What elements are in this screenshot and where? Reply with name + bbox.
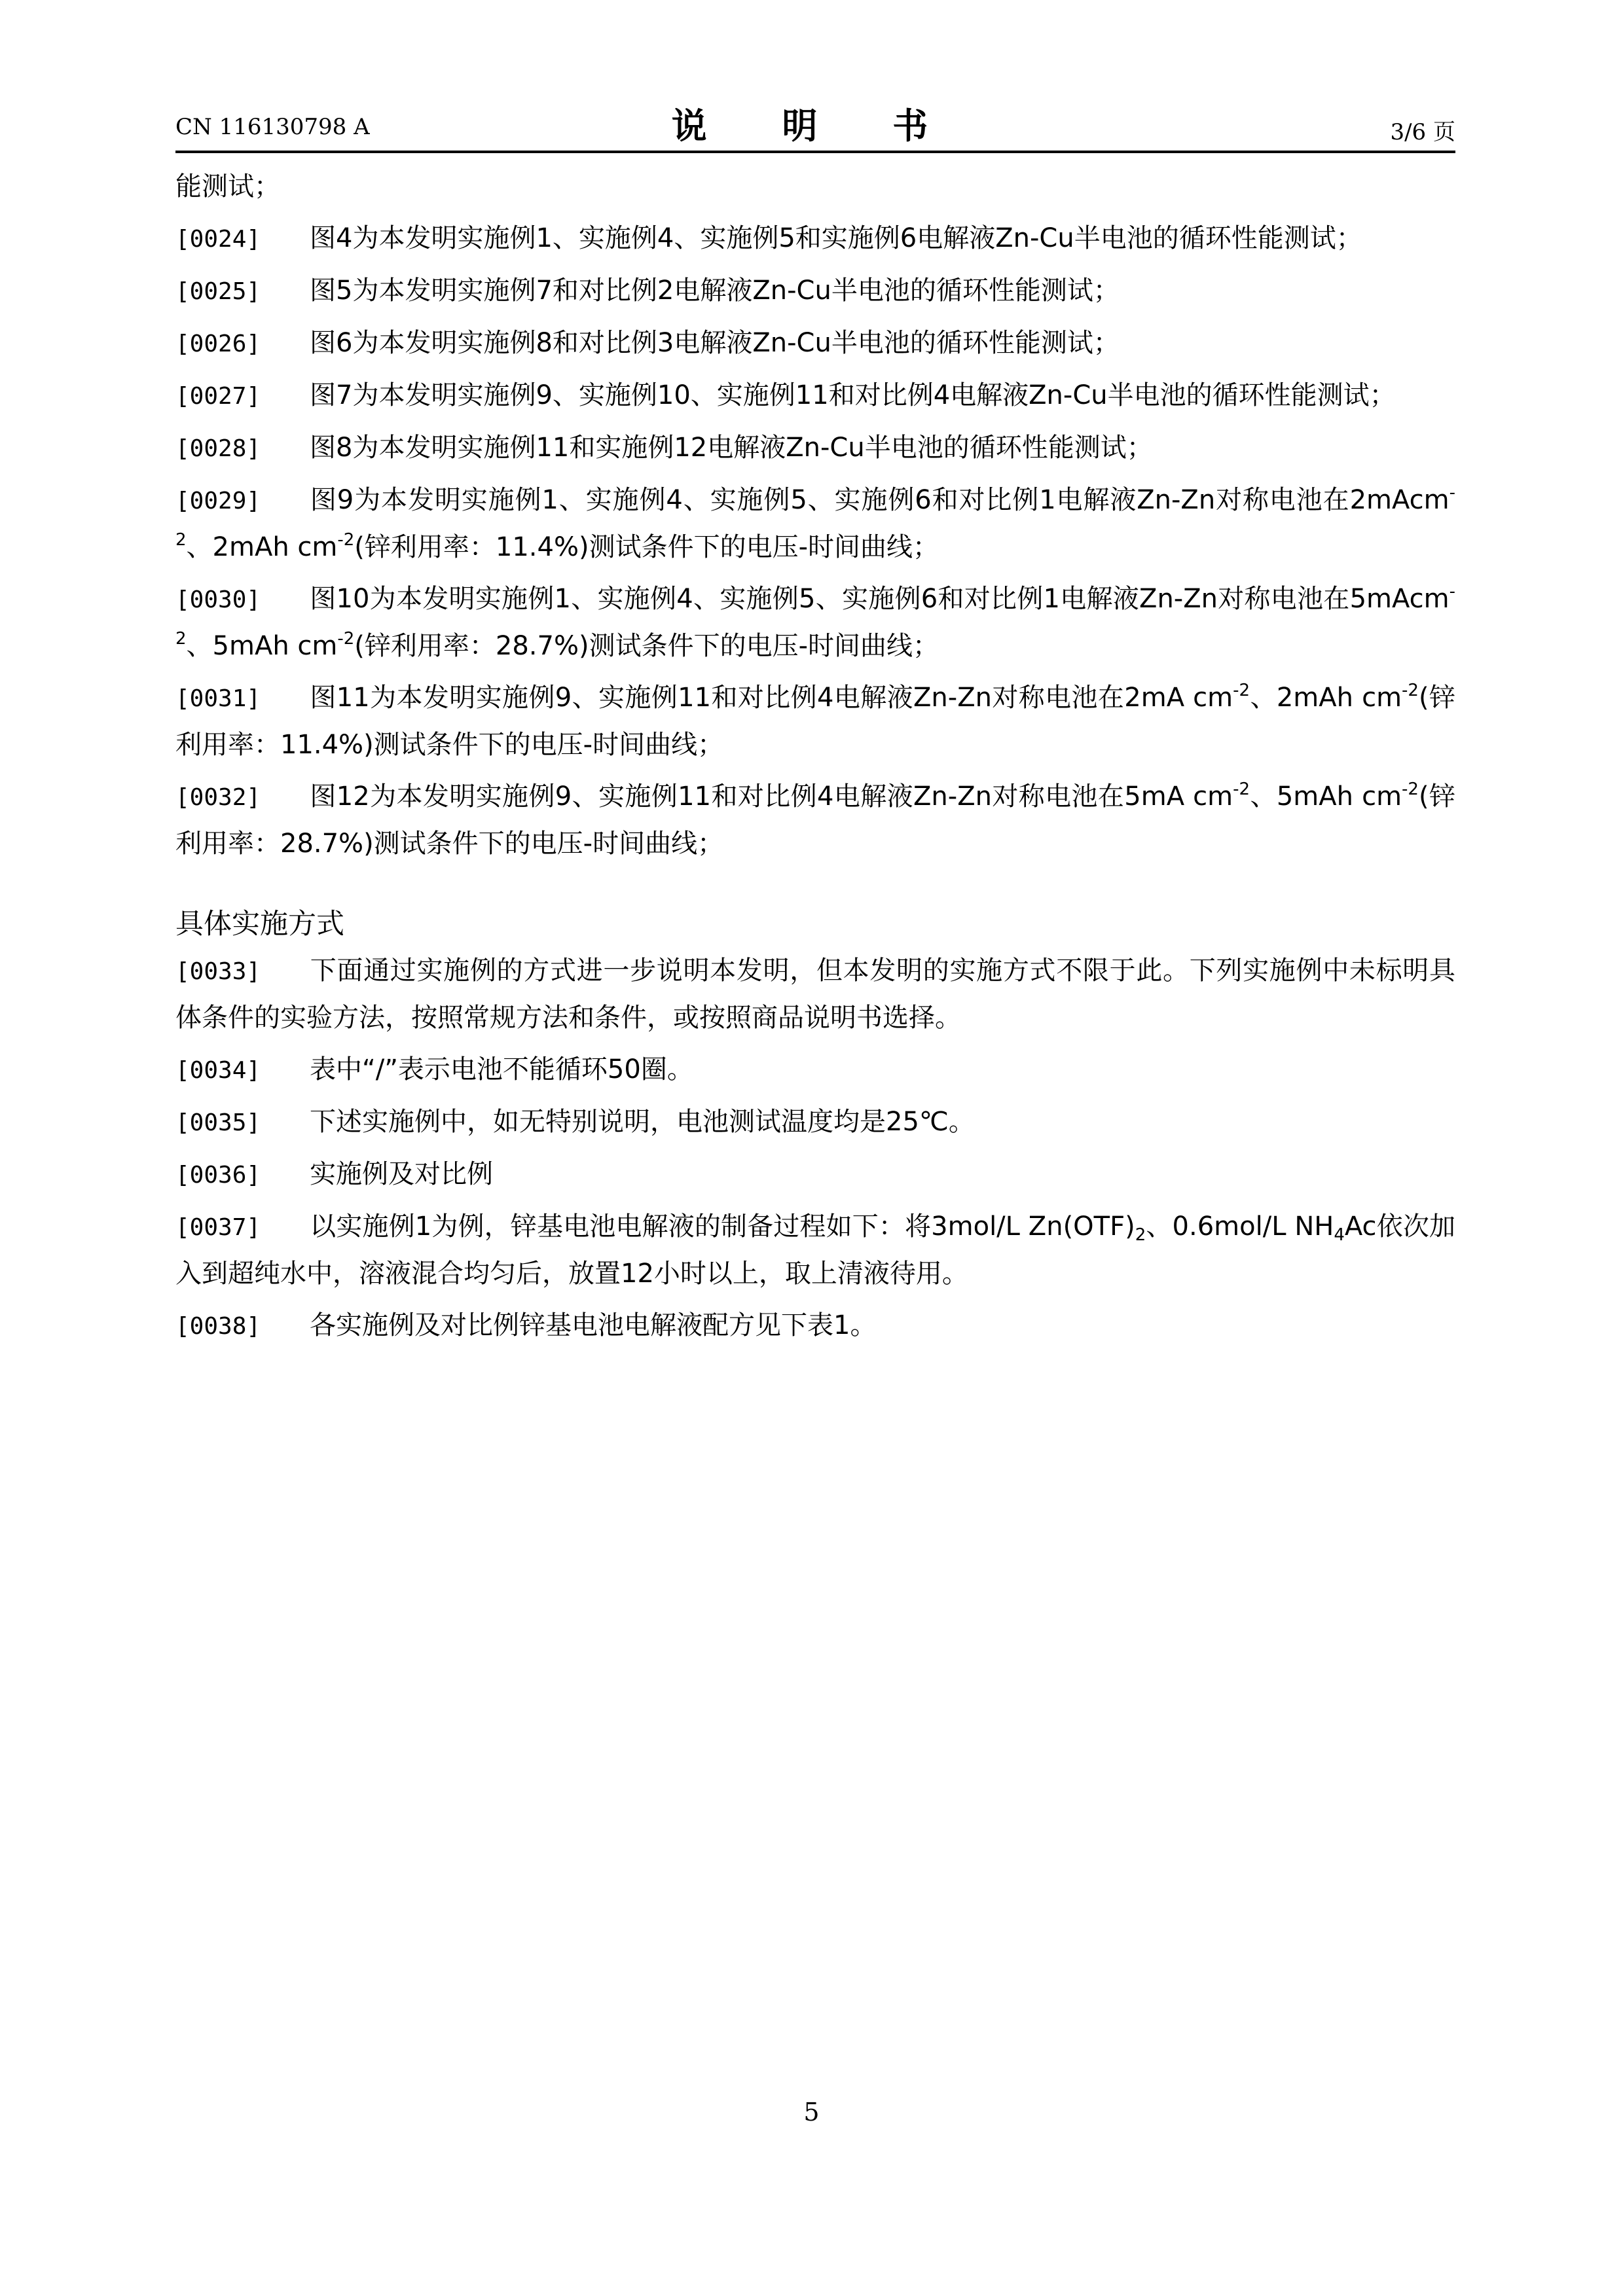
paragraph-text: 图6为本发明实施例8和对比例3电解液Zn-Cu半电池的循环性能测试； [310,328,1120,358]
paragraph-text: 图5为本发明实施例7和对比例2电解液Zn-Cu半电池的循环性能测试； [310,276,1120,306]
paragraph-0027 [175,372,1455,420]
page-header [175,98,1455,152]
paragraph-text: 表中“/”表示电池不能循环50圈。 [310,1054,693,1085]
paragraph-text: 实施例及对比例 [310,1159,493,1189]
paragraph-0038 [175,1302,1455,1350]
paragraph-text: 图8为本发明实施例11和实施例12电解液Zn-Cu半电池的循环性能测试； [310,433,1153,463]
paragraph-0034 [175,1047,1455,1094]
patent-number: CN 116130798 A [175,114,370,140]
paragraph-number: [0030] [175,586,261,613]
document-title: 说 明 书 [671,105,960,147]
paragraph-text: 下面通过实施例的方式进一步说明本发明，但本发明的实施方式不限于此。下列实施例中未标明具体条件的实验方法，按照常规方法和条件，或按照商品说明书选择。 [175,956,1455,1033]
paragraph-text: 图4为本发明实施例1、实施例4、实施例5和实施例6电解液Zn-Cu半电池的循环性能测试； [310,223,1362,253]
paragraph-number: [0026] [175,331,261,357]
paragraph-number: [0024] [175,226,261,253]
paragraph-continuation: 能测试； [175,171,280,202]
paragraph-text: 图7为本发明实施例9、实施例10、实施例11和对比例4电解液Zn-Cu半电池的循环性能测试； [310,380,1396,410]
paragraph-0037: [0037] 以实施例1为例，锌基电池电解液的制备过程如下：将3mol/L $Zn(OTF)_2$、0.6mol/L $NH_4Ac$依次加入到超纯水中，溶液混合均匀后，放置12小时以上，取上清液待用。 [175,1204,1455,1297]
paragraph-number: [0028] [175,435,261,462]
paragraph-number: [0029] [175,488,261,514]
paragraph-0029: [0029] 图9为本发明实施例1、实施例4、实施例5、实施例6和对比例1电解液Zn-Zn对称电池在2mAcm$^{-2}$、2mAh $cm^{-2}$(锌利用率：11.4%)测试条件下的电压-时间曲线； [175,477,1455,571]
paragraph-0030: [0030] 图10为本发明实施例1、实施例4、实施例5、实施例6和对比例1电解液Zn-Zn对称电池在5mAcm$^{-2}$、5mAh $cm^{-2}$(锌利用率：28.7%)测试条件下的电压-时间曲线； [175,576,1455,670]
page-number: 5 [803,2098,820,2126]
document-body [175,164,1455,1355]
paragraph-number: [0031] [175,685,261,712]
paragraph-number: [0036] [175,1162,261,1189]
paragraph-0031: [0031] 图11为本发明实施例9、实施例11和对比例4电解液Zn-Zn对称电池在2mA $cm^{-2}$、2mAh $cm^{-2}$(锌利用率：11.4%)测试条件下的电压-时间曲线； [175,675,1455,768]
section-heading: 具体实施方式 [175,908,344,941]
paragraph-number: [0027] [175,383,261,410]
paragraph-number: [0032] [175,784,261,811]
page-reference: 3/6 页 [1390,119,1455,145]
paragraph-number: [0035] [175,1109,261,1136]
paragraph-text: 各实施例及对比例锌基电池电解液配方见下表1。 [310,1310,877,1340]
header-rule [175,151,1455,153]
paragraph-0025 [175,268,1455,315]
paragraph-0033 [175,948,1455,1041]
paragraph-number: [0033] [175,958,261,985]
paragraph-0024 [175,215,1455,262]
paragraph-number: [0034] [175,1057,261,1084]
paragraph-number: [0038] [175,1313,261,1340]
paragraph-0026 [175,320,1455,367]
paragraph-0028 [175,425,1455,472]
paragraph-0032: [0032] 图12为本发明实施例9、实施例11和对比例4电解液Zn-Zn对称电池在5mA $cm^{-2}$、5mAh $cm^{-2}$(锌利用率：28.7%)测试条件下的电压-时间曲线； [175,774,1455,867]
paragraph-0035 [175,1099,1455,1146]
paragraph-number: [0025] [175,278,261,305]
paragraph-0036 [175,1151,1455,1198]
paragraph-text: 下述实施例中，如无特别说明，电池测试温度均是25℃。 [310,1107,975,1137]
paragraph-number: [0037] [175,1214,261,1241]
